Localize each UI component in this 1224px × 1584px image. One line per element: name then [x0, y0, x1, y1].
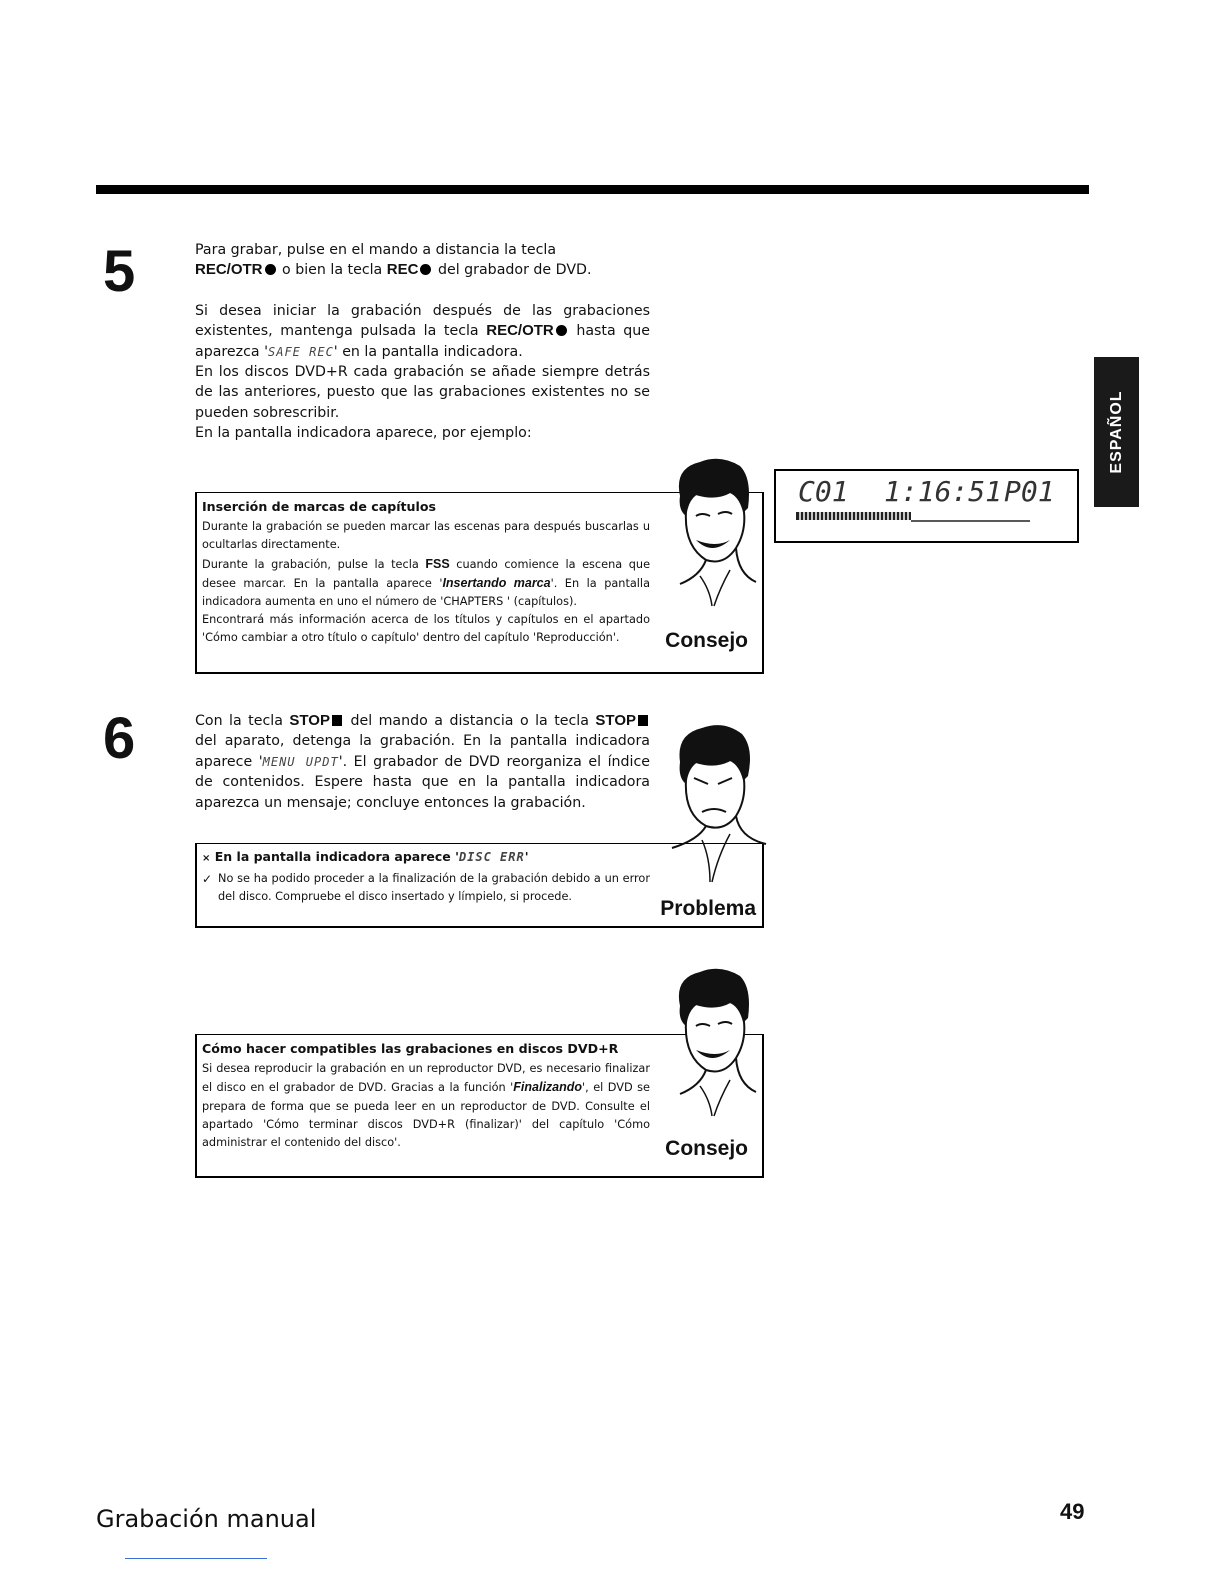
tip-emph-finalize: Finalizando [513, 1080, 583, 1095]
display-level-bar [796, 512, 1030, 521]
cartoon-face-worried-icon [658, 722, 768, 892]
problem-box-content [202, 848, 650, 907]
stop-key: STOP [289, 712, 330, 729]
display-title-seg: C01 [798, 475, 849, 508]
problem-title-b: ' [524, 849, 529, 864]
tip-text-2c: '. En la pantalla indicadora aumenta en uno el número de 'CHAPTERS ' (capítulos). [202, 576, 650, 609]
problem-title-a: En la pantalla indicadora aparece ' [214, 849, 459, 864]
tip-box-content [202, 1040, 650, 1152]
problem-text: No se ha podido proceder a la finalización de la grabación debido a un error del disco. Compruebe el disco insertado y límpielo, si procede. [218, 872, 650, 904]
step-6-number: 6 [103, 706, 136, 771]
tip-title: Cómo hacer compatibles las grabaciones en discos DVD+R [202, 1041, 619, 1056]
cartoon-face-smile-icon [660, 966, 760, 1136]
display-time-seg: 1:16:51 [884, 475, 1003, 508]
language-tab [1094, 357, 1139, 507]
tip-label-consejo: Consejo [665, 1137, 748, 1160]
footer-section-title: Grabación manual [96, 1505, 317, 1533]
step5-p3: En los discos DVD+R cada grabación se añade siempre detrás de las anteriores, puesto que las grabaciones existentes no se pueden sobrescribir. [195, 364, 650, 421]
tip-emph-insert-mark: Insertando marca [442, 575, 551, 590]
lcd-text-disc-err: DISC ERR [458, 850, 525, 864]
stop-key: STOP [595, 712, 636, 729]
record-dot-icon [420, 264, 431, 275]
step5-line1: Para grabar, pulse en el mando a distancia la tecla [195, 242, 557, 258]
rec-key: REC [386, 261, 419, 279]
top-rule [96, 185, 1089, 194]
lcd-text-menu-updt: MENU UPDT [262, 754, 339, 769]
record-dot-icon [556, 325, 567, 336]
tip-text-1b: ', el DVD se prepara de forma que se pueda leer en un reproductor de DVD. Consulte el apartado 'Cómo terminar discos DVD+R (finalizar)' del capítulo 'Cómo administrar el contenido del disco'. [202, 1081, 650, 1150]
step5-p4: En la pantalla indicadora aparece, por ejemplo: [195, 425, 532, 442]
tip-text-2b: cuando comience la escena que desee marcar. En la pantalla aparece ' [202, 557, 651, 590]
language-tab-label: ESPAÑOL [1107, 390, 1125, 474]
problem-label: Problema [660, 897, 756, 920]
step6-d: '. El grabador de DVD reorganiza el índice de contenidos. Espere hasta que en la pantalla indicadora aparezca un mensaje; concluye entonces la grabación. [195, 753, 650, 811]
step5-p2b: hasta que aparezca ' [195, 323, 650, 360]
cartoon-face-smile-icon [660, 456, 760, 626]
footer-link-underline [125, 1558, 267, 1559]
tip-text-3: Encontrará más información acerca de los títulos y capítulos en el apartado 'Cómo cambiar a otro título o capítulo' dentro del capítulo 'Reproducción'. [202, 613, 650, 645]
step5-line2c: del grabador de DVD. [437, 262, 592, 279]
lcd-text-safe-rec: SAFE REC [268, 344, 334, 359]
fss-key: FSS [425, 556, 450, 571]
step6-b: del mando a distancia o la tecla [350, 713, 589, 729]
cross-icon: × [202, 853, 211, 864]
tip-label-consejo: Consejo [665, 629, 748, 652]
tip-title: Inserción de marcas de capítulos [202, 499, 436, 514]
tip-text-1: Si desea reproducir la grabación en un reproductor DVD, es necesario finalizar el disco en el grabador de DVD. Gracias a la función ' [202, 1062, 650, 1095]
tip-text-2a: Durante la grabación, pulse la tecla [202, 557, 419, 571]
step6-a: Con la tecla [195, 713, 283, 729]
tip-box-content [202, 498, 650, 648]
display-graphic [776, 471, 1077, 541]
recotr-key: REC/OTR [486, 322, 554, 340]
stop-square-icon [638, 715, 648, 726]
display-program-seg: P01 [1004, 475, 1055, 508]
step5-line2b: o bien la tecla [282, 262, 383, 279]
step5-p2a: Si desea iniciar la grabación después de las grabaciones existentes, mantenga pulsada la tecla [195, 302, 650, 340]
step5-p2c: ' en la pantalla indicadora. [333, 343, 523, 360]
front-display [774, 469, 1079, 543]
step-5-text [195, 240, 650, 444]
record-dot-icon [265, 264, 276, 275]
page-number: 49 [1060, 1499, 1085, 1524]
check-icon: ✓ [202, 872, 213, 887]
step6-c: del aparato, detenga la grabación. En la pantalla indicadora aparece ' [195, 733, 650, 770]
step-5-number: 5 [103, 239, 136, 304]
tip-text-1: Durante la grabación se pueden marcar las escenas para después buscarlas u ocultarlas directamente. [202, 520, 650, 552]
step-6-text [195, 711, 650, 813]
recotr-key: REC/OTR [195, 261, 263, 279]
stop-square-icon [332, 715, 342, 726]
